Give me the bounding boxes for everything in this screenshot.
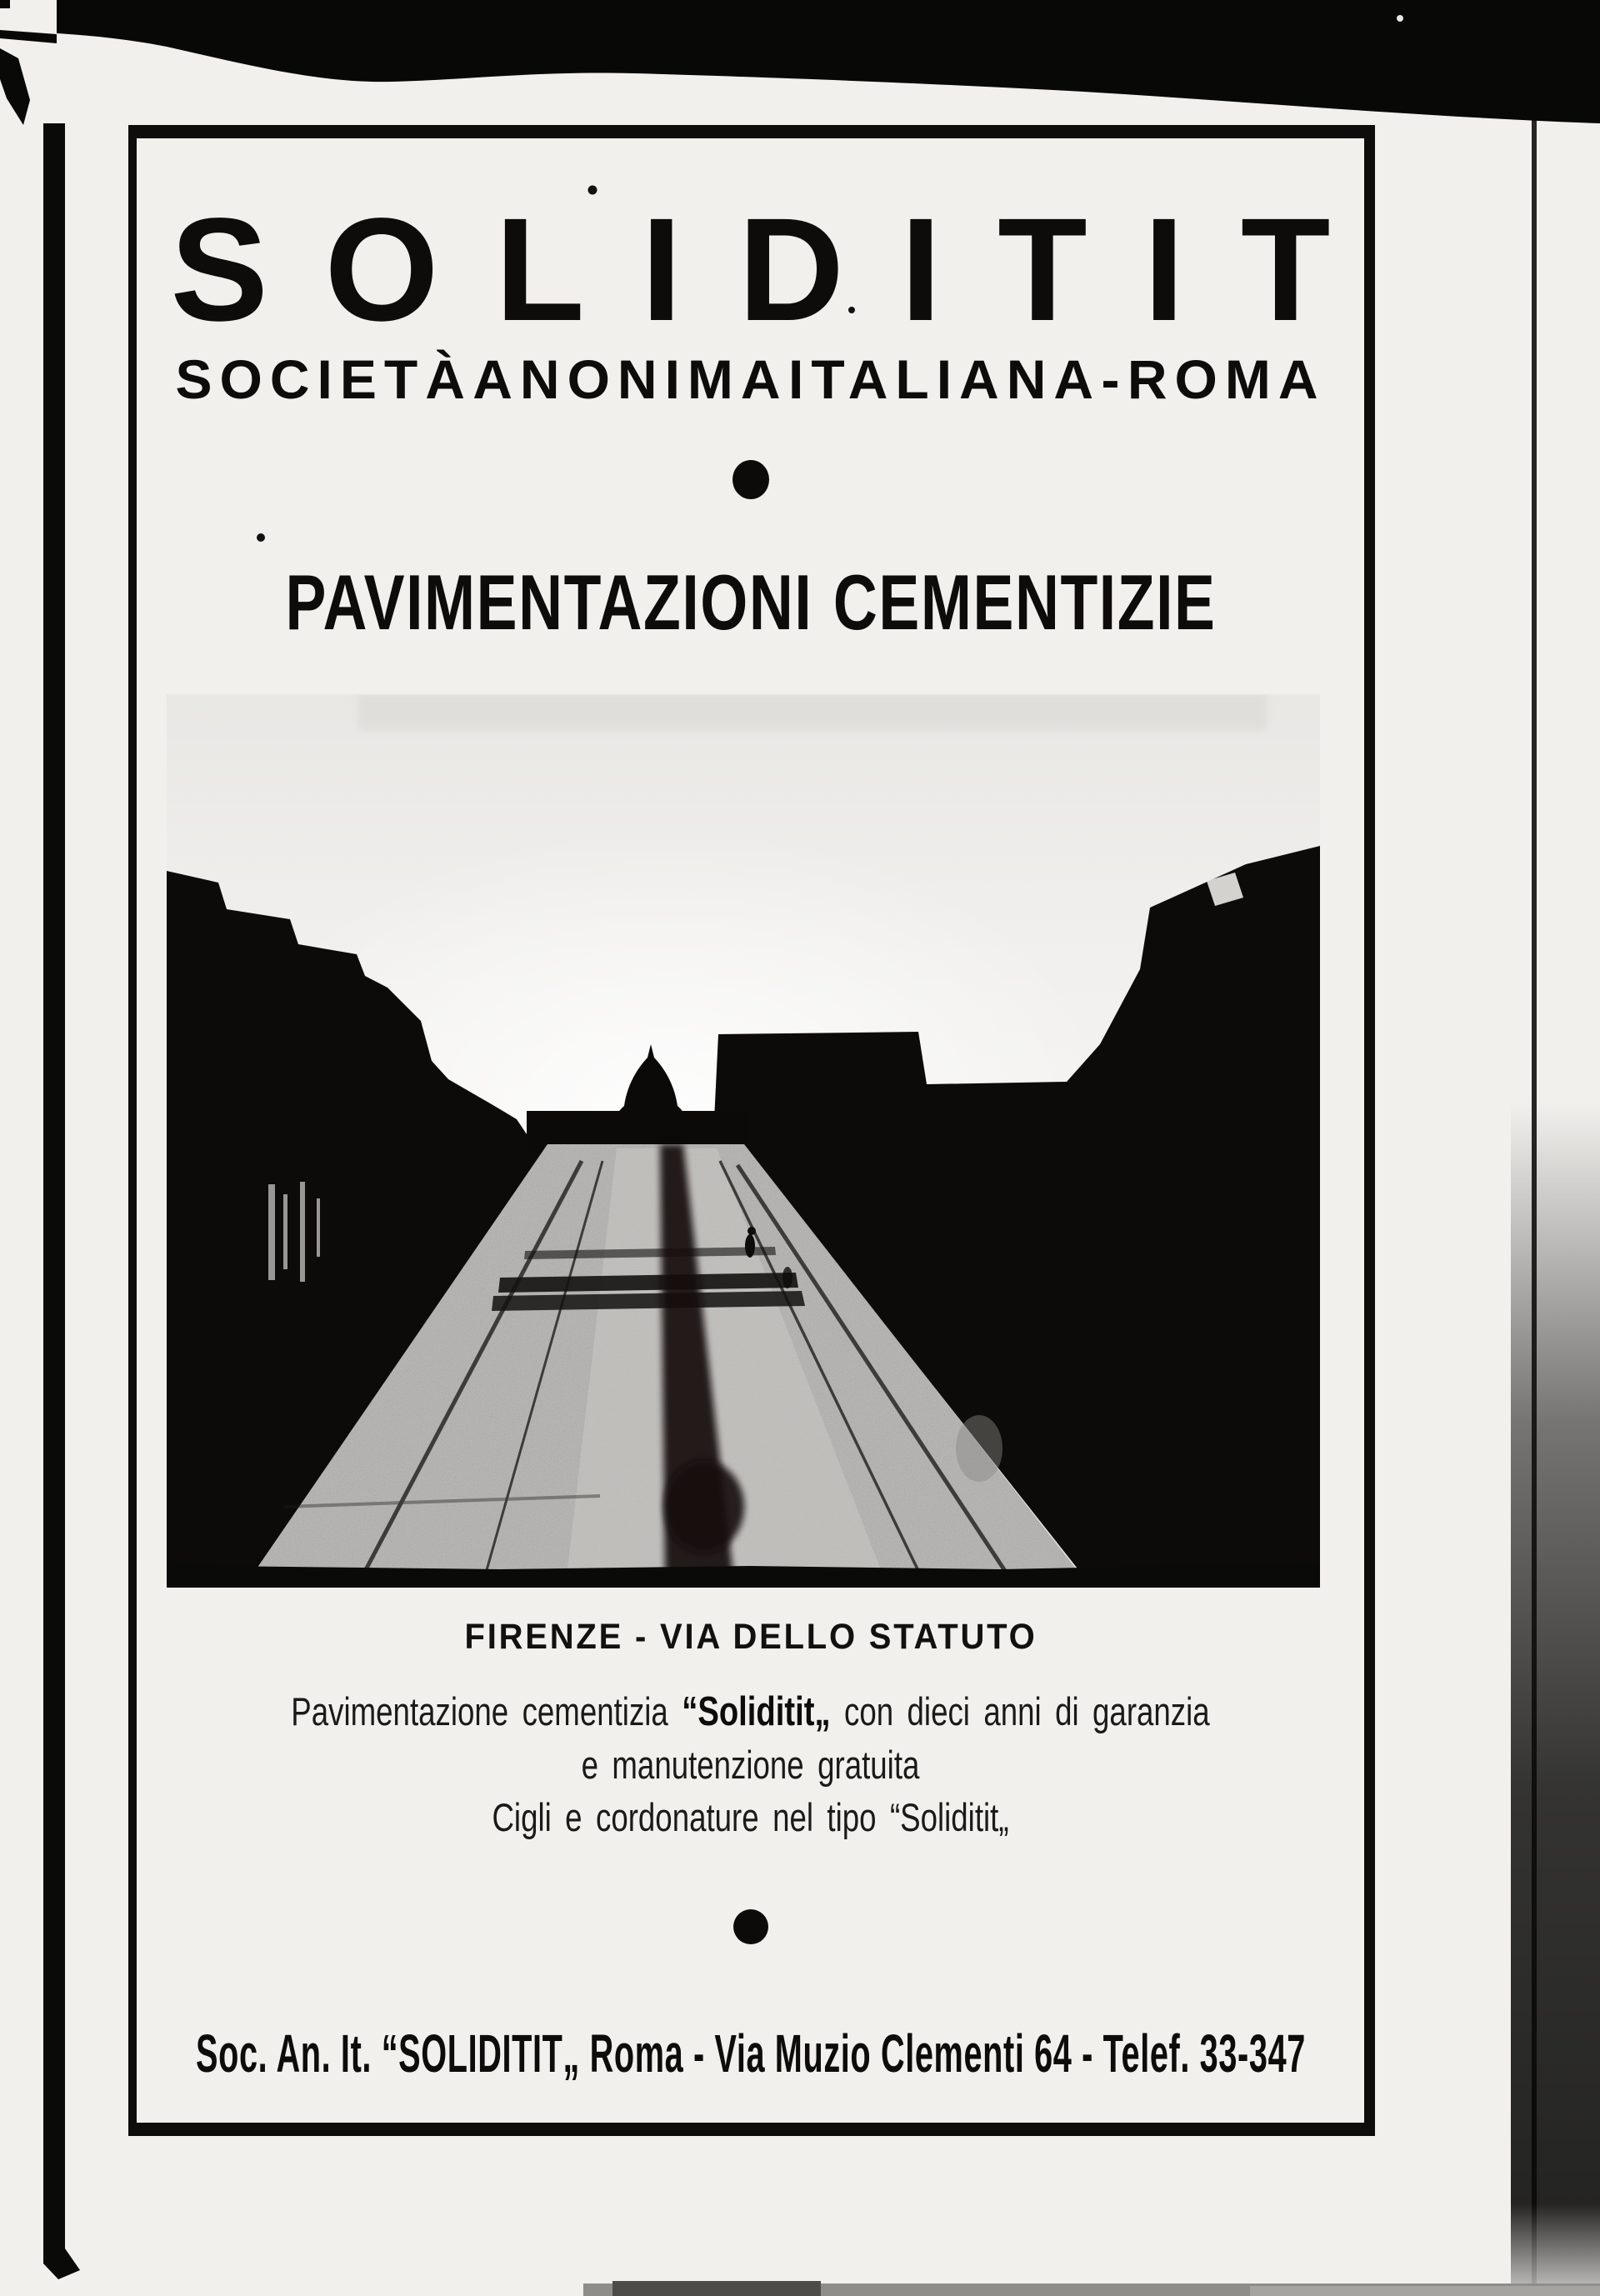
- brand-mention-bold: “Soliditit„: [682, 1689, 831, 1734]
- brand-mention: “Soliditit„: [889, 1795, 1009, 1839]
- body-copy-line-3: Cigli e cordonature nel tipo “Soliditit„: [492, 1795, 1009, 1839]
- scan-artifact-left-bar: [43, 123, 65, 2253]
- paper-speck: [1397, 15, 1403, 22]
- street-photo: [167, 694, 1320, 1588]
- body-copy-line-2: e manutenzione gratuita: [581, 1743, 920, 1787]
- photo-caption: FIRENZE - VIA DELLO STATUTO: [463, 1617, 1038, 1657]
- book-edge-shadow: [1511, 0, 1600, 2296]
- separator-dot-icon: [732, 460, 769, 499]
- scan-artifact-top-blob: [57, 0, 1600, 123]
- product-heading: PAVIMENTAZIONI CEMENTIZIE: [285, 558, 1216, 646]
- ad-content: [137, 125, 1364, 2136]
- scan-artifact-left-wedge: [0, 48, 30, 125]
- brand-title: S O L I D I T I T: [170, 188, 1331, 352]
- separator-dot-icon: [733, 1909, 768, 1944]
- book-edge-strip: [1511, 0, 1600, 2296]
- body-copy-line-1: Pavimentazione cementizia “Soliditit„ con dieci anni di garanzia: [291, 1689, 1210, 1734]
- footer-contact-line: Soc. An. It. “SOLIDITIT„ Roma - Via Muzio Clementi 64 - Telef. 33-347: [195, 2023, 1306, 2083]
- brand-subtitle: SOCIETÀ ANONIMA ITALIANA - ROMA: [175, 348, 1326, 410]
- body-copy: [137, 1685, 1364, 1843]
- scan-artifact-bottom-strip: [583, 2283, 1600, 2296]
- street-photo-illustration: [167, 694, 1320, 1588]
